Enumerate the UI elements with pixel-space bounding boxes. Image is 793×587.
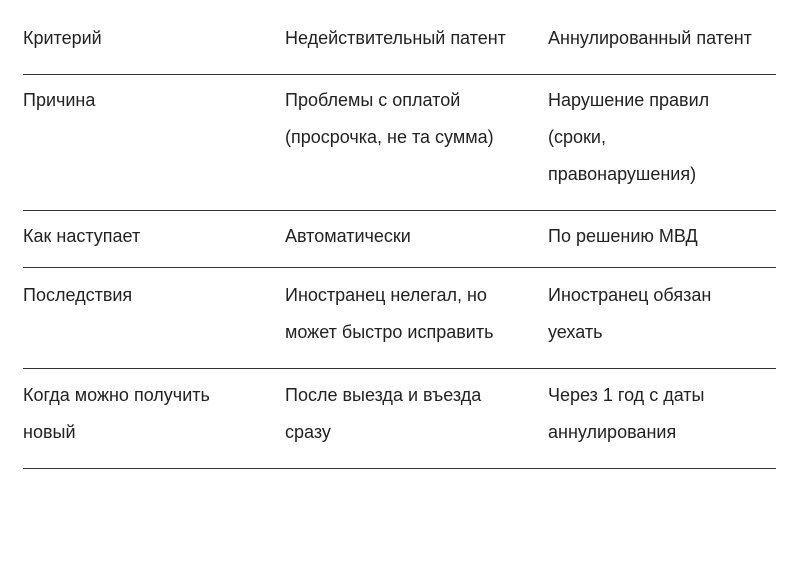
table-row [23, 268, 776, 369]
table-row [23, 75, 776, 211]
table-header-row [23, 16, 776, 75]
table-cell: Нарушение правил (сроки, правонарушения) [548, 90, 710, 184]
table-cell: Как наступает [23, 226, 141, 246]
table-cell: Причина [23, 90, 96, 110]
table-row [23, 211, 776, 268]
table-cell: Когда можно получить новый [23, 385, 210, 442]
table-cell: Иностранец обязан уехать [548, 285, 712, 342]
table-cell: Через 1 год с даты аннулирования [548, 385, 705, 442]
table-cell: По решению МВД [548, 226, 698, 246]
header-cell-criterion: Критерий [23, 28, 102, 48]
header-cell-invalid-patent: Недействительный патент [285, 28, 506, 48]
table-row [23, 369, 776, 469]
table-cell: Последствия [23, 285, 133, 305]
table-cell: После выезда и въезда сразу [285, 385, 482, 442]
header-cell-annulled-patent: Аннулированный патент [548, 28, 752, 48]
patent-comparison-table [23, 16, 776, 469]
table-cell: Иностранец нелегал, но может быстро исправить [285, 285, 494, 342]
table-cell: Автоматически [285, 226, 411, 246]
table-cell: Проблемы с оплатой (просрочка, не та сумма) [285, 90, 494, 147]
